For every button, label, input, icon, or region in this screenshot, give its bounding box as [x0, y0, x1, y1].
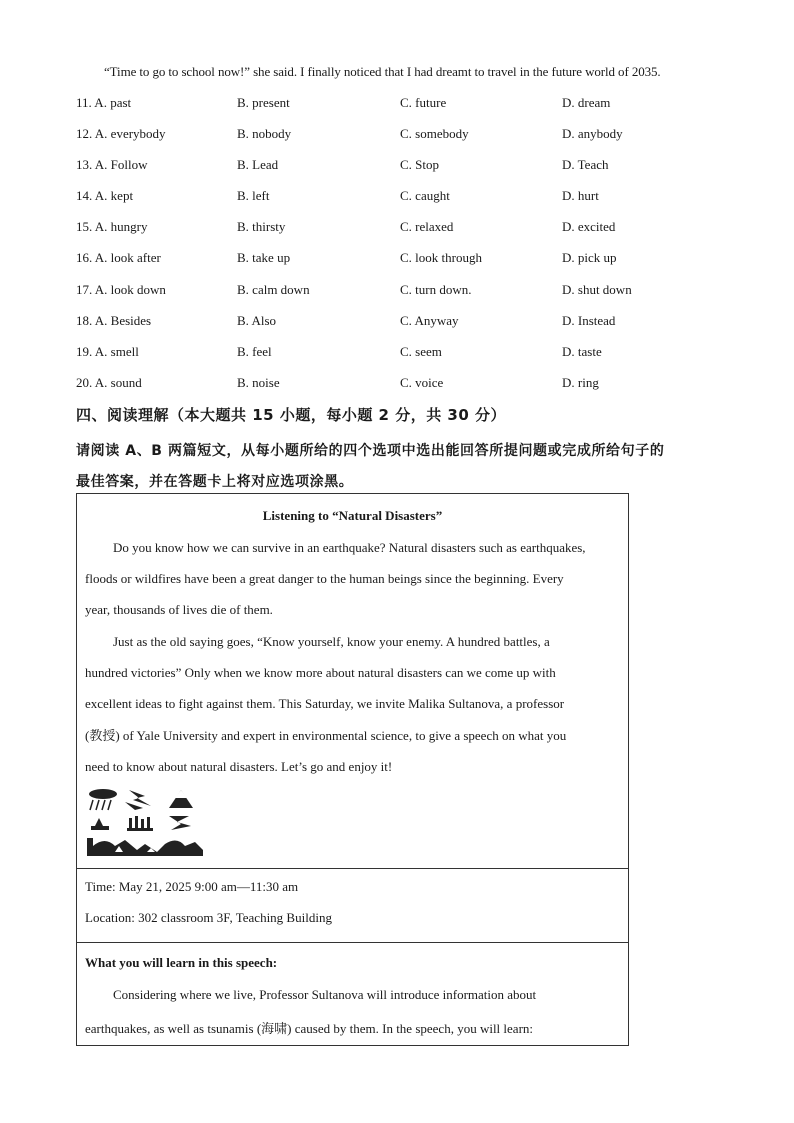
paragraph-2: [85, 626, 625, 782]
question-row: [76, 124, 736, 155]
option-d: D. Teach: [562, 157, 609, 173]
natural-disasters-illustration: [85, 786, 205, 858]
reading-passage-box: [76, 493, 629, 1046]
option-a: 19. A. smell: [76, 343, 139, 359]
event-location: Location: 302 classroom 3F, Teaching Building: [85, 910, 332, 925]
option-a: 15. A. hungry: [76, 219, 148, 235]
option-a: 11. A. past: [76, 95, 132, 110]
question-row: [76, 186, 736, 217]
text-line: (教授) of Yale University and expert in environmental science, to give a speech on what you: [85, 727, 567, 743]
option-a: 14. A. kept: [76, 188, 134, 204]
option-d: D. dream: [562, 95, 611, 110]
question-row: [76, 217, 736, 248]
question-row: [76, 280, 736, 311]
question-row: [76, 311, 736, 342]
instructions-line: 最佳答案，并在答题卡上将对应选项涂黑。: [76, 474, 354, 490]
instructions-line: 请阅读 A、B 两篇短文，从每小题所给的四个选项中选出能回答所提问题或完成所给句子的: [76, 443, 665, 459]
question-row: [76, 342, 736, 373]
option-b: B. feel: [237, 343, 272, 359]
option-b: B. take up: [237, 250, 291, 266]
instructions: [76, 436, 726, 498]
learn-section: [77, 943, 628, 1047]
option-c: C. caught: [400, 188, 450, 204]
option-d: D. excited: [562, 219, 616, 235]
question-row: [76, 373, 736, 404]
paragraph-1: [85, 532, 625, 626]
option-d: D. Instead: [562, 312, 616, 328]
event-details-section: [77, 869, 628, 943]
option-c: C. voice: [400, 374, 444, 390]
option-a: 13. A. Follow: [76, 157, 148, 173]
event-time: Time: May 21, 2025 9:00 am—11:30 am: [85, 879, 299, 894]
text-line: excellent ideas to fight against them. This Saturday, we invite Malika Sultanova, a professor: [85, 696, 565, 712]
text-line: earthquakes, as well as tsunamis (海啸) caused by them. In the speech, you will learn:: [85, 1021, 534, 1036]
option-c: C. Stop: [400, 157, 440, 173]
option-b: B. present: [237, 95, 290, 110]
option-d: D. shut down: [562, 281, 632, 297]
option-a: 20. A. sound: [76, 374, 142, 390]
text-line: hundred victories” Only when we know more about natural disasters can we come up with: [85, 665, 556, 681]
option-d: D. hurt: [562, 188, 599, 204]
text-line: Considering where we live, Professor Sultanova will introduce information about: [113, 987, 537, 1002]
option-b: B. calm down: [237, 281, 310, 297]
text-line: Do you know how we can survive in an earthquake? Natural disasters such as earthquakes,: [113, 540, 586, 555]
option-a: 18. A. Besides: [76, 312, 152, 328]
section-heading: 四、阅读理解（本大题共 15 小题，每小题 2 分，共 30 分）: [76, 406, 507, 424]
option-a: 12. A. everybody: [76, 126, 166, 142]
learn-heading: What you will learn in this speech:: [85, 955, 278, 970]
option-a: 17. A. look down: [76, 281, 166, 297]
option-b: B. Lead: [237, 157, 279, 173]
option-b: B. thirsty: [237, 219, 286, 235]
option-d: D. pick up: [562, 250, 617, 266]
option-c: C. seem: [400, 343, 442, 359]
passage-title: Listening to “Natural Disasters”: [262, 508, 443, 523]
option-c: C. relaxed: [400, 219, 454, 235]
question-options-list: [76, 93, 736, 404]
passage-intro-section: [77, 494, 628, 869]
option-a: 16. A. look after: [76, 250, 161, 266]
option-d: D. taste: [562, 343, 602, 359]
text-line: floods or wildfires have been a great danger to the human beings since the beginning. Every: [85, 571, 564, 587]
option-c: C. future: [400, 95, 447, 110]
intro-sentence: “Time to go to school now!” she said. I finally noticed that I had dreamt to travel in the future world of 2035.: [104, 64, 661, 79]
option-d: D. anybody: [562, 126, 623, 142]
option-c: C. turn down.: [400, 281, 472, 297]
option-c: C. look through: [400, 250, 482, 266]
option-c: C. Anyway: [400, 312, 459, 328]
question-row: [76, 248, 736, 279]
text-line: Just as the old saying goes, “Know yourself, know your enemy. A hundred battles, a: [113, 634, 550, 649]
option-c: C. somebody: [400, 126, 469, 142]
option-b: B. nobody: [237, 126, 292, 142]
option-b: B. noise: [237, 374, 280, 390]
option-b: B. Also: [237, 312, 277, 328]
text-line: year, thousands of lives die of them.: [85, 602, 273, 618]
question-row: [76, 155, 736, 186]
option-d: D. ring: [562, 374, 599, 390]
option-b: B. left: [237, 188, 270, 204]
text-line: need to know about natural disasters. Let’s go and enjoy it!: [85, 758, 393, 774]
question-row: [76, 93, 736, 124]
